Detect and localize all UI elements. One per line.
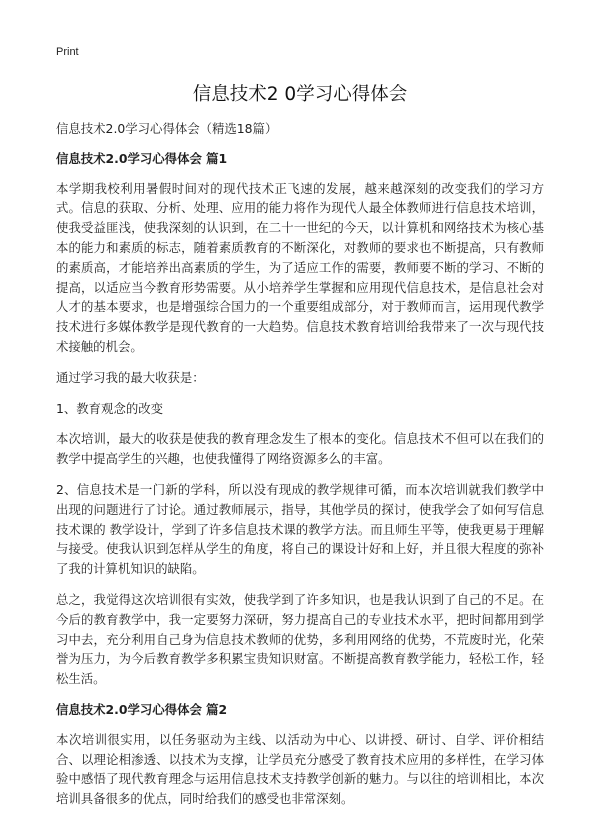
- document-title: 信息技术2 0学习心得体会: [192, 84, 408, 105]
- paragraph: 本学期我校利用暑假时间对的现代技术正飞速的发展，越来越深刻的改变我们的学习方式。信息的获取、分析、处理、应用的能力将作为现代人最全体教师进行信息技术培训，使我受益匪浅，使我深刻的认识到，在二十一世纪的今天，以计算机和网络技术为核心基本的能力和素质的标志，随着素质教育的不断深化，对教师的要求也不断提高，只有教师的素质高，才能培养出高素质的学生，为了适应工作的需要，教师要不断的学习、不断的提高，以适应当今教育形势需要。从小培养学生掌握和应用现代信息技术，是信息社会对人才的基本要求，也是增强综合国力的一个重要组成部分，对于教师而言，运用现代教学技术进行多媒体教学是现代教育的一大趋势。信息技术教育培训给我带来了一次与现代技术接触的机会。: [56, 180, 544, 354]
- paragraph: 本次培训很实用，以任务驱动为主线、以活动为中心、以讲授、研讨、自学、评价相结合、以理论相渗透、以技术为支撑，让学员充分感受了教育技术应用的多样性，在学习体验中感悟了现代教育理念与运用信息技术支持教学创新的魅力。与以往的培训相比，本次培训具备很多的优点，同时给我们的感受也非常深刻。: [56, 731, 544, 807]
- document-subtitle: 信息技术2.0学习心得体会（精选18篇）: [56, 121, 278, 136]
- paragraph: 通过学习我的最大收获是：: [56, 369, 205, 385]
- print-link[interactable]: Print: [56, 46, 79, 58]
- document-body: [56, 119, 544, 820]
- paragraph: 2、信息技术是一门新的学科，所以没有现成的教学规律可循，而本次培训就我们教学中出现的问题进行了讨论。通过教师展示，指导，其他学员的探讨，使我学会了如何写信息技术课的 教学设计，学到了许多信息技术课的教学方法。而且师生平等，使我更易于理解与接受。使我认识到怎样从学生的角度，将自己的课设计好和上好，并且很大程度的弥补了我的计算机知识的缺陷。: [56, 481, 544, 577]
- section-heading-2: 信息技术2.0学习心得体会 篇2: [56, 701, 228, 717]
- paragraph: 本次培训，最大的收获是使我的教育理念发生了根本的变化。信息技术不但可以在我们的教学中提高学生的兴趣，也使我懂得了网络资源多么的丰富。: [56, 431, 544, 467]
- paragraph: 1、教育观念的改变: [56, 400, 164, 416]
- section-heading-1: 信息技术2.0学习心得体会 篇1: [56, 150, 228, 166]
- paragraph: 总之，我觉得这次培训很有实效，使我学到了许多知识，也是我认识到了自己的不足。在今后的教育教学中，我一定要努力深研，努力提高自己的专业技术水平，把时间都用到学习中去，充分利用自己身为信息技术教师的优势，多利用网络的优势，不荒废时光，化荣誉为压力，为今后教育教学多积累宝贵知识财富。不断提高教育教学能力，轻松工作，轻松生活。: [56, 591, 544, 687]
